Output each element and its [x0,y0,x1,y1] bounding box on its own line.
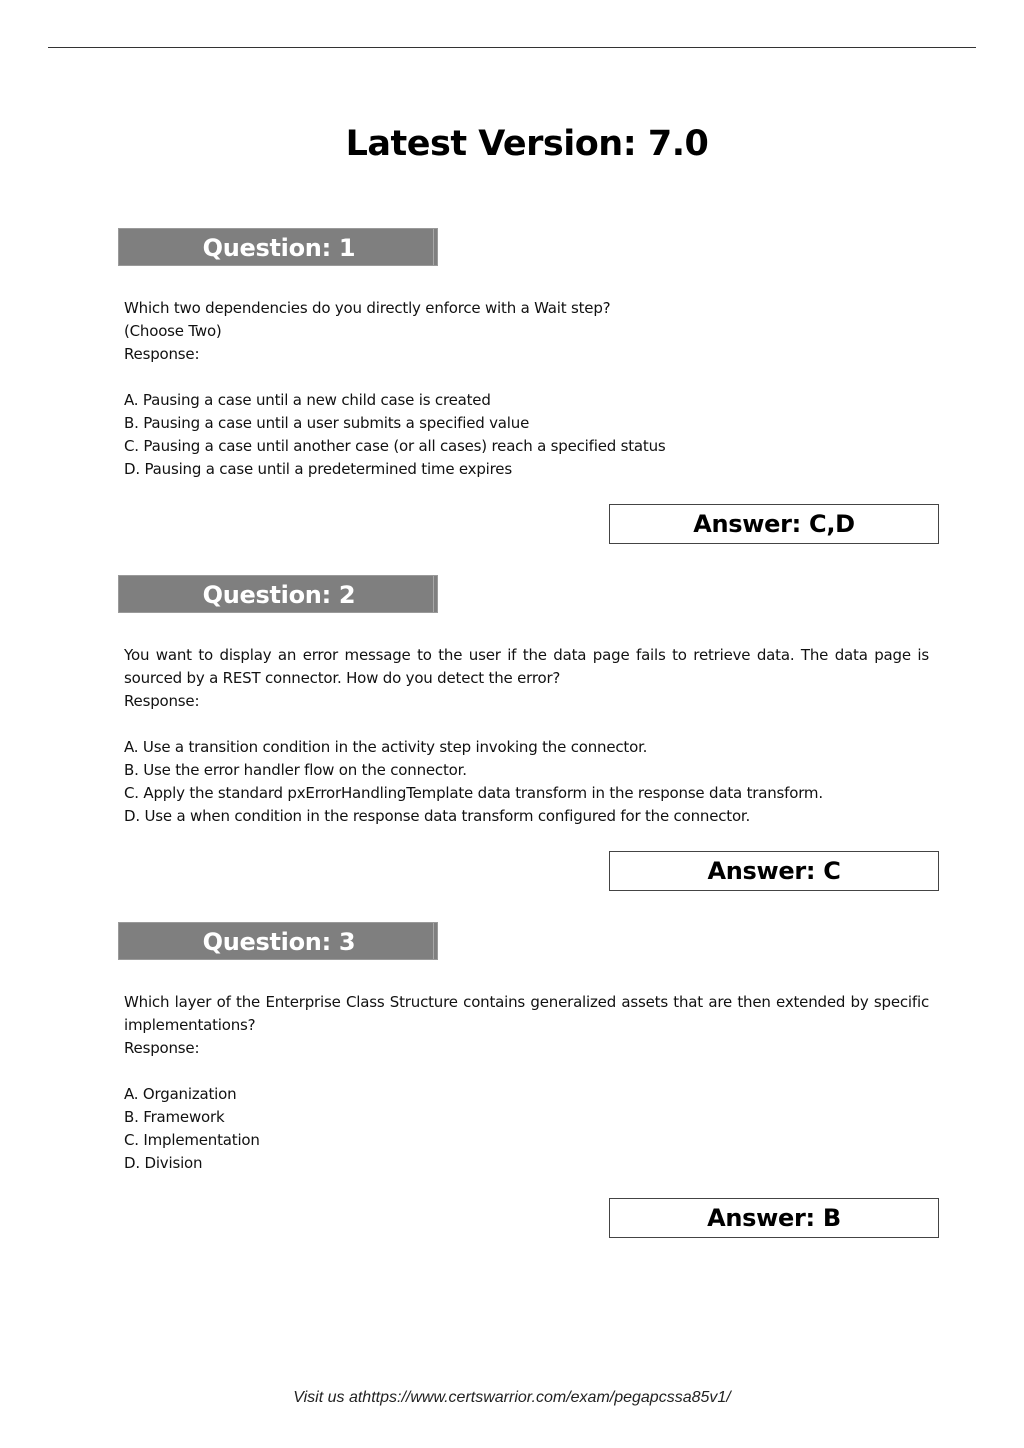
question-3-response-label: Response: [124,1039,200,1057]
question-1-text-line: Which two dependencies do you directly enforce with a Wait step? [124,299,611,317]
question-1-answer-box [609,504,939,544]
question-1-option-a: A. Pausing a case until a new child case is created [124,391,491,409]
header-divider [48,47,976,48]
footer-link[interactable]: Visit us athttps://www.certswarrior.com/exam/pegapcssa85v1/ [293,1389,731,1406]
question-3-label: Question: 3 [202,928,356,956]
question-2-header [118,575,438,613]
question-1-answer: Answer: C,D [693,510,855,538]
question-1-header [118,228,438,266]
question-2-answer-box [609,851,939,891]
question-2-option-c: C. Apply the standard pxErrorHandlingTemplate data transform in the response data transform. [124,784,823,802]
question-3-option-c: C. Implementation [124,1131,260,1149]
question-1-label: Question: 1 [202,234,356,262]
question-2-body [124,644,929,828]
question-1-body [124,297,929,481]
question-2-text: You want to display an error message to the user if the data page fails to retrieve data. The data page is sourced by a REST connector. How do you detect the error? [124,646,929,687]
question-3-answer: Answer: B [707,1204,841,1232]
question-3-body [124,991,929,1175]
question-3-option-a: A. Organization [124,1085,237,1103]
question-2-response-label: Response: [124,692,200,710]
question-1-option-b: B. Pausing a case until a user submits a specified value [124,414,530,432]
question-2-option-b: B. Use the error handler flow on the connector. [124,761,467,779]
question-2-label: Question: 2 [202,581,356,609]
question-3-option-d: D. Division [124,1154,203,1172]
page-title: Latest Version: 7.0 [345,124,709,164]
question-1-option-c: C. Pausing a case until another case (or all cases) reach a specified status [124,437,666,455]
question-3-option-b: B. Framework [124,1108,225,1126]
question-2-answer: Answer: C [707,857,841,885]
question-1-response-label: Response: [124,345,200,363]
question-2-option-a: A. Use a transition condition in the activity step invoking the connector. [124,738,648,756]
question-1-option-d: D. Pausing a case until a predetermined time expires [124,460,512,478]
question-3-header [118,922,438,960]
question-2-option-d: D. Use a when condition in the response data transform configured for the connector. [124,807,751,825]
question-1-text-line: (Choose Two) [124,322,222,340]
question-3-text: Which layer of the Enterprise Class Structure contains generalized assets that are then extended by specific implementations? [124,993,929,1034]
question-3-answer-box [609,1198,939,1238]
